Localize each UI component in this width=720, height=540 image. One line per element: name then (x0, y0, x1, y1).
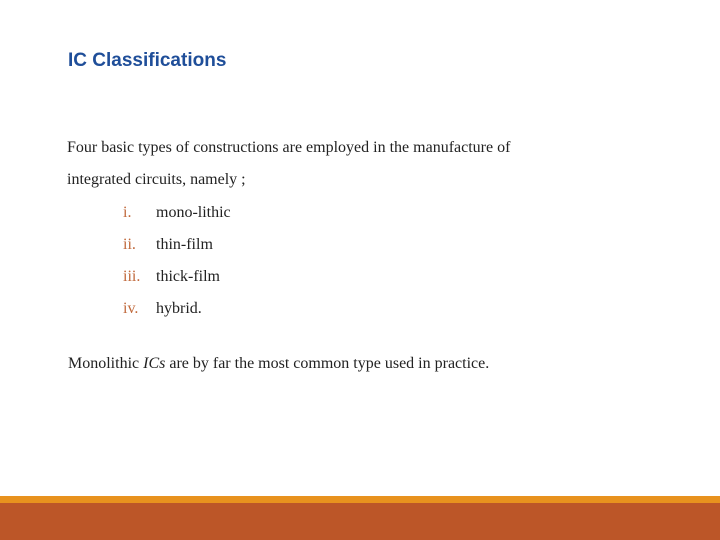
closing-before: Monolithic (68, 355, 144, 372)
list-marker: iv. (123, 300, 139, 317)
footer-bar (0, 503, 720, 540)
closing-emphasis: ICs (143, 355, 166, 372)
intro-line-2: integrated circuits, namely ; (67, 171, 246, 188)
list-item-label: mono-lithic (156, 204, 231, 221)
list-marker: i. (123, 204, 132, 221)
list-item (123, 197, 231, 229)
ic-types-list (123, 197, 231, 325)
list-item (123, 293, 231, 325)
list-item (123, 229, 231, 261)
closing-after: are by far the most common type used in practice. (165, 355, 490, 372)
intro-line-1: Four basic types of constructions are employed in the manufacture of (67, 139, 511, 156)
list-item (123, 261, 231, 293)
closing-text (68, 348, 489, 380)
list-marker: ii. (123, 236, 136, 253)
list-item-label: thin-film (156, 236, 213, 253)
list-item-label: thick-film (156, 268, 220, 285)
list-item-label: hybrid. (156, 300, 202, 317)
intro-text (67, 132, 627, 196)
footer-accent-bar (0, 496, 720, 503)
slide-title: IC Classifications (68, 50, 227, 71)
list-marker: iii. (123, 268, 141, 285)
